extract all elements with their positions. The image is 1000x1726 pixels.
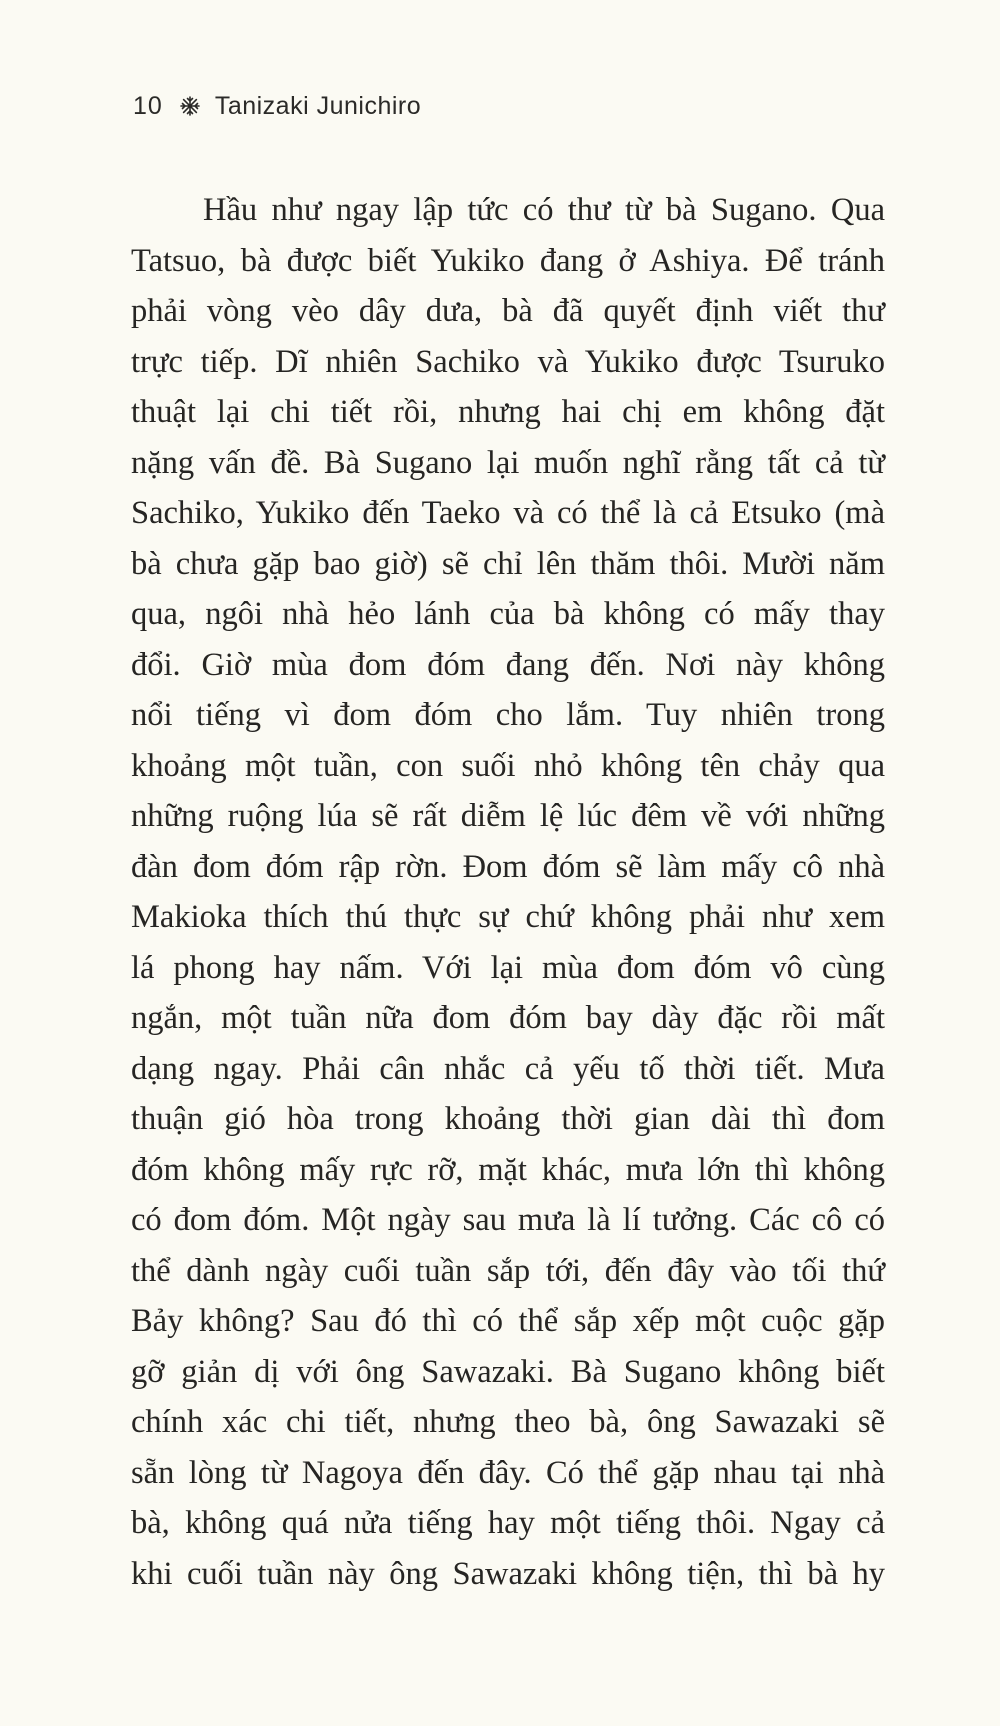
text-line: Sachiko, Yukiko đến Taeko và có thể là cả Etsuko (mà bbox=[131, 495, 885, 531]
running-header bbox=[133, 86, 421, 126]
text-line: Bảy không? Sau đó thì có thể sắp xếp một cuộc gặp bbox=[131, 1303, 885, 1339]
text-line: dạng ngay. Phải cân nhắc cả yếu tố thời tiết. Mưa bbox=[131, 1050, 885, 1087]
text-line: đàn đom đóm rập rờn. Đom đóm sẽ làm mấy cô nhà bbox=[131, 848, 885, 885]
text-line: chính xác chi tiết, nhưng theo bà, ông Sawazaki sẽ bbox=[131, 1404, 885, 1440]
text-line: Tatsuo, bà được biết Yukiko đang ở Ashiya. Để tránh bbox=[131, 242, 885, 279]
text-line: sẵn lòng từ Nagoya đến đây. Có thể gặp nhau tại nhà bbox=[131, 1454, 885, 1491]
text-line: thể dành ngày cuối tuần sắp tới, đến đây vào tối thứ bbox=[131, 1252, 885, 1289]
text-line: ngắn, một tuần nữa đom đóm bay dày đặc rồi mất bbox=[131, 1000, 885, 1036]
author-name: Tanizaki Junichiro bbox=[214, 91, 422, 120]
text-line: trực tiếp. Dĩ nhiên Sachiko và Yukiko được Tsuruko bbox=[131, 343, 885, 380]
text-line: gỡ giản dị với ông Sawazaki. Bà Sugano không biết bbox=[131, 1353, 885, 1390]
text-line: đóm không mấy rực rỡ, mặt khác, mưa lớn thì không bbox=[131, 1151, 885, 1188]
text-line: khi cuối tuần này ông Sawazaki không tiện, thì bà hy bbox=[131, 1555, 885, 1592]
text-line: lá phong hay nấm. Với lại mùa đom đóm vô cùng bbox=[131, 949, 885, 986]
text-line: khoảng một tuần, con suối nhỏ không tên chảy qua bbox=[131, 747, 885, 784]
text-line: qua, ngôi nhà hẻo lánh của bà không có mấy thay bbox=[131, 596, 885, 632]
text-line: đổi. Giờ mùa đom đóm đang đến. Nơi này không bbox=[131, 646, 885, 683]
text-line: Makioka thích thú thực sự chứ không phải như xem bbox=[131, 899, 885, 935]
text-line: những ruộng lúa sẽ rất diễm lệ lúc đêm về với những bbox=[131, 798, 885, 834]
snowflake-ornament-icon bbox=[179, 95, 201, 117]
text-line: nặng vấn đề. Bà Sugano lại muốn nghĩ rằng tất cả từ bbox=[131, 444, 885, 481]
page-number: 10 bbox=[133, 91, 163, 120]
text-line: bà, không quá nửa tiếng hay một tiếng thôi. Ngay cả bbox=[131, 1505, 885, 1541]
text-line: Hầu như ngay lập tức có thư từ bà Sugano. Qua bbox=[203, 192, 885, 228]
text-line: bà chưa gặp bao giờ) sẽ chỉ lên thăm thôi. Mười năm bbox=[131, 545, 885, 582]
text-line: phải vòng vèo dây dưa, bà đã quyết định viết thư bbox=[131, 293, 885, 329]
text-line: thuận gió hòa trong khoảng thời gian dài thì đom bbox=[131, 1101, 885, 1137]
body-text bbox=[131, 185, 885, 1599]
text-line: có đom đóm. Một ngày sau mưa là lí tưởng. Các cô có bbox=[131, 1202, 885, 1238]
text-line: nổi tiếng vì đom đóm cho lắm. Tuy nhiên trong bbox=[131, 697, 885, 733]
text-line: thuật lại chi tiết rồi, nhưng hai chị em không đặt bbox=[131, 394, 885, 430]
